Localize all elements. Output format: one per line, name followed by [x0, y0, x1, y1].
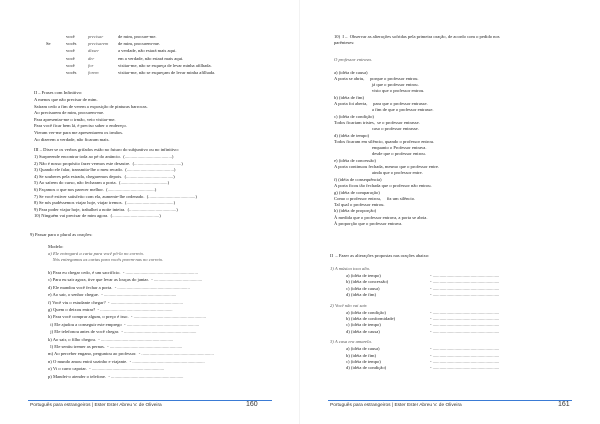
section-3-title: III – Diser se os verbos grifados estão no futuro do subjuntivo ou no infinitivo:	[34, 147, 179, 152]
block-line: já que o professor entrou.	[334, 82, 419, 88]
group-item-label: d) (idéia de fim)	[346, 292, 376, 298]
section-3-item: 10) Ninguém vai precisar de mim agora. (.........................................)	[34, 213, 161, 219]
exercise-item: c) Para eu sair agora, tive que levar as louças do jantar. - ..........................................	[48, 277, 203, 283]
exercise-item: d) Ele mandou você fechar a porta. - ...............................................................	[48, 284, 190, 290]
exercise-item: j) Ele telefonou antes de você chegar. - ...............................................................	[48, 329, 197, 335]
model-line: a) Ele entregará a carta para você pô-la no correio.	[48, 251, 145, 256]
group-item-label: c) (idéia de causa)	[346, 285, 380, 291]
right-page	[300, 0, 600, 424]
page-number: 160	[246, 401, 258, 408]
block-line: ainda que o professor entre.	[334, 170, 423, 175]
model-label: Modelo:	[48, 244, 64, 249]
group-item-blank: - ..........................................................	[430, 328, 500, 334]
exercise-item: l) Ele sentiu tremer as pernas. - ...............................................................	[48, 344, 183, 349]
block-line: Tal qual o professor entrou.	[334, 201, 385, 207]
verb-row-subject: vocês	[66, 70, 77, 75]
group-item-label: d) (idéia de causa)	[346, 328, 380, 334]
verb-row-subject: você	[66, 55, 75, 61]
group-item-blank: - ..........................................................	[430, 359, 500, 364]
group-item-label: d) (idéia de condição)	[346, 365, 387, 371]
group-item-label: a) (idéia de condição)	[346, 309, 386, 315]
section-3-item: 1) Surpreende encontrar toda ao pé do anúncio. (.........................................)	[34, 154, 174, 159]
group-item-blank: - ..........................................................	[430, 346, 500, 352]
exercise-item: b) Para eu chegar cedo, é um sacrifício. - ...............................................................	[48, 270, 198, 275]
verb-row-subject: você	[66, 62, 75, 68]
section-3-item: 8) Se nós pudéssemos viajar hoje, viajar iremos. (.........................................)	[34, 200, 176, 206]
group-item-blank: - ..........................................................	[430, 322, 500, 328]
block-label: c) (idéia de condição)	[334, 113, 374, 119]
part-2-title: II – Fazer as alterações propostas nas orações abaixo:	[330, 253, 430, 258]
block-label: h) (idéia de proporção)	[334, 208, 377, 214]
verb-row-verb: precisar	[88, 34, 104, 39]
section-2-line: Saíram cedo a fim de verem a exposição de pinturas barrocas.	[34, 103, 148, 109]
verb-row-verb: disser	[88, 48, 99, 54]
block-line: A porta ficou tão fechada que o professor não entrou.	[334, 182, 432, 188]
footer-text: Português para estrangeiros | Ester Ester Abreu V. de Oliveira	[30, 403, 162, 408]
group-item-blank: - ..........................................................	[430, 316, 500, 321]
model-line: Nós entregamos as cartas para vocês porem-nas no correio.	[48, 257, 164, 263]
section-2-line: Ao dizerem a verdade, não ficaram mais.	[34, 136, 110, 142]
verb-row-rest: de mim, procurem-me.	[118, 41, 161, 47]
group-item-blank: - ..........................................................	[430, 279, 500, 285]
block-label: e) (idéia de concessão)	[334, 157, 376, 163]
verb-row-verb: precisarem	[88, 41, 109, 47]
block-line: desde que o professor entrou.	[334, 151, 426, 157]
section-4-title: 9) Passar para o plural as orações:	[30, 232, 93, 237]
exercise-item: f) Você viu o estudante chegar? - ...............................................................	[48, 299, 183, 305]
block-line: a fim de que o professor entrasse.	[334, 107, 434, 113]
group-item-blank: - ..........................................................	[430, 365, 500, 371]
exercise-item: h) Para você comprar algum, o preço é isso. - ...............................................................	[48, 314, 206, 320]
group-item-blank: - ..........................................................	[430, 292, 500, 298]
group-item-label: a) (idéia de causa)	[346, 346, 380, 352]
block-line: enquanto o Professor entrava.	[334, 145, 427, 150]
section-3-item: 7) Se você estiver satisfeito com ela, aumente-lhe ordenado. (.........................................)	[34, 193, 197, 199]
footer-rule	[328, 400, 572, 401]
group-item-blank: - ..........................................................	[430, 273, 500, 278]
block-line: A porta foi aberta, para que o professor entrasse.	[334, 101, 428, 107]
exercise-item: n) O mundo amou entrá sozinho e viajante. - ...............................................................	[48, 358, 205, 364]
verb-row-subject: você	[66, 34, 75, 39]
verb-row-verb: for	[88, 62, 94, 68]
group-item-blank: - ..........................................................	[430, 285, 500, 291]
block-line: visto que o professor entrou.	[334, 88, 425, 94]
block-line: À medida que o professor entrava, a porta se abria.	[334, 214, 428, 220]
block-label: g) (idéia de comparação)	[334, 189, 380, 195]
block-line: À proporção que o professor entrava.	[334, 220, 403, 226]
section-2-title: II – Frases com Infinitivo:	[34, 90, 83, 95]
group-title: 2) Você não vai sair.	[330, 302, 368, 308]
verb-row-pronoun: Se	[46, 41, 51, 47]
verb-row-verb: forem	[88, 70, 99, 75]
group-item-label: c) (idéia de tempo)	[346, 322, 381, 328]
group-item-label: a) (idéia de tempo)	[346, 273, 381, 278]
section-3-item: 6) Façamos o que nos parecer melhor. (.........................................)	[34, 187, 157, 192]
verb-row-rest: de mim, procure-me.	[118, 34, 157, 39]
verb-row-subject: você	[66, 48, 75, 54]
section-3-item: 5) Ao saírem do curso, não fecharam a porta. (.........................................)	[34, 180, 170, 186]
group-item-label: b) (idéia de fim)	[346, 352, 376, 358]
group-item-label: b) (idéia de conformidade)	[346, 316, 396, 321]
section-2-line: Vieram ver-me para me apresentarem os irmãos.	[34, 130, 124, 135]
section-3-item: 3) Quando ele falar, transmita-lhe o meu recado. (.........................................)	[34, 167, 176, 173]
exercise-item: i) Ele ajudou a conseguir este emprego - ...............................................................	[48, 321, 200, 327]
block-line: caso o professor entrasse.	[334, 126, 419, 132]
exercise-item: m) Ao perceber engano, perguntou ao professor. - ...............................................................	[48, 351, 214, 357]
block-line: A porta se abriu, porque o professor entrou.	[334, 76, 419, 82]
verb-row-rest: a verdade, não estará mais aqui.	[118, 48, 177, 54]
block-line: A porta continuou fechada, mesmo que o professor entre.	[334, 163, 440, 169]
group-title: 3) A casa era amarela.	[330, 339, 372, 345]
intro-line: 10) I – Observar as alterações sofridas pela primeira oração, de acordo com o pedido nos	[334, 34, 500, 39]
section-2-line: Para apresentar-me o irmão, veio visitar-me.	[34, 116, 116, 122]
footer-rule	[28, 400, 272, 401]
verb-row-rest: em a verdade, não estará mais aqui.	[118, 55, 184, 61]
group-item-blank: - ..........................................................	[430, 309, 500, 315]
block-label: d) (idéia de tempo)	[334, 132, 370, 138]
group-title: 1) A música toca alto.	[330, 266, 371, 271]
group-item-label: b) (idéia de concessão)	[346, 279, 389, 285]
verb-row-rest: visitar-me, não se esqueçam de levar minha afilhada.	[118, 70, 216, 75]
section-3-item: 2) Não é nosso propósito fazer vermos este desastre. (.........................................)	[34, 160, 183, 166]
section-3-item: 9) Para poder viajar hoje, trabalhei a noite inteira. (.........................................)	[34, 206, 178, 212]
block-label: b) (idéia de fim)	[334, 95, 364, 100]
intro-line: parênteses:	[334, 40, 355, 46]
section-2-line: A menos que não precisar de mim.	[34, 97, 98, 102]
verb-row-rest: visitar-me, não se esqueça de levar minha afilhada.	[118, 62, 212, 68]
exercise-item: k) Ao sair, o filho chegou. - ...............................................................	[48, 336, 174, 342]
exercise-item: g) Quem o deixou entrar? - ...............................................................	[48, 307, 173, 312]
block-line: Todos ficariam tristes, se o professor entrasse.	[334, 120, 420, 125]
exercise-item: p) Mandei-o atender o telefone. - ...............................................................	[48, 373, 184, 379]
exercise-item: o) Vi o carro capotar. - ...............................................................	[48, 366, 165, 372]
section-2-line: Para você ficar bem lá, é preciso saber o endereço.	[34, 123, 127, 129]
verb-row-verb: der	[88, 55, 95, 61]
block-label: a) (idéia de causa)	[334, 70, 368, 75]
section-3-item: 4) Se souberes pela estrada, chegaremos depois. (.........................................)	[34, 173, 175, 179]
verb-row-subject: vocês	[66, 41, 77, 47]
footer-text: Português para estrangeiros | Ester Ester Abreu V. de Oliveira	[330, 403, 462, 408]
block-label: f) (idéia de consequência)	[334, 176, 382, 182]
group-item-blank: - ..........................................................	[430, 352, 500, 358]
example-heading: O professor entrava.	[334, 57, 372, 62]
block-line: Todos ficaram em silêncio, quando o professor entrou.	[334, 138, 435, 144]
group-item-label: c) (idéia de tempo)	[346, 359, 381, 364]
exercise-item: e) Ao sair, o senhor chegue. - ...............................................................	[48, 292, 177, 298]
page-number: 161	[558, 401, 570, 408]
section-2-line: Ao precisarem de mim, procurem-me.	[34, 110, 105, 116]
block-line: Como o professor entrou, fiz um silêncio.	[334, 195, 416, 201]
